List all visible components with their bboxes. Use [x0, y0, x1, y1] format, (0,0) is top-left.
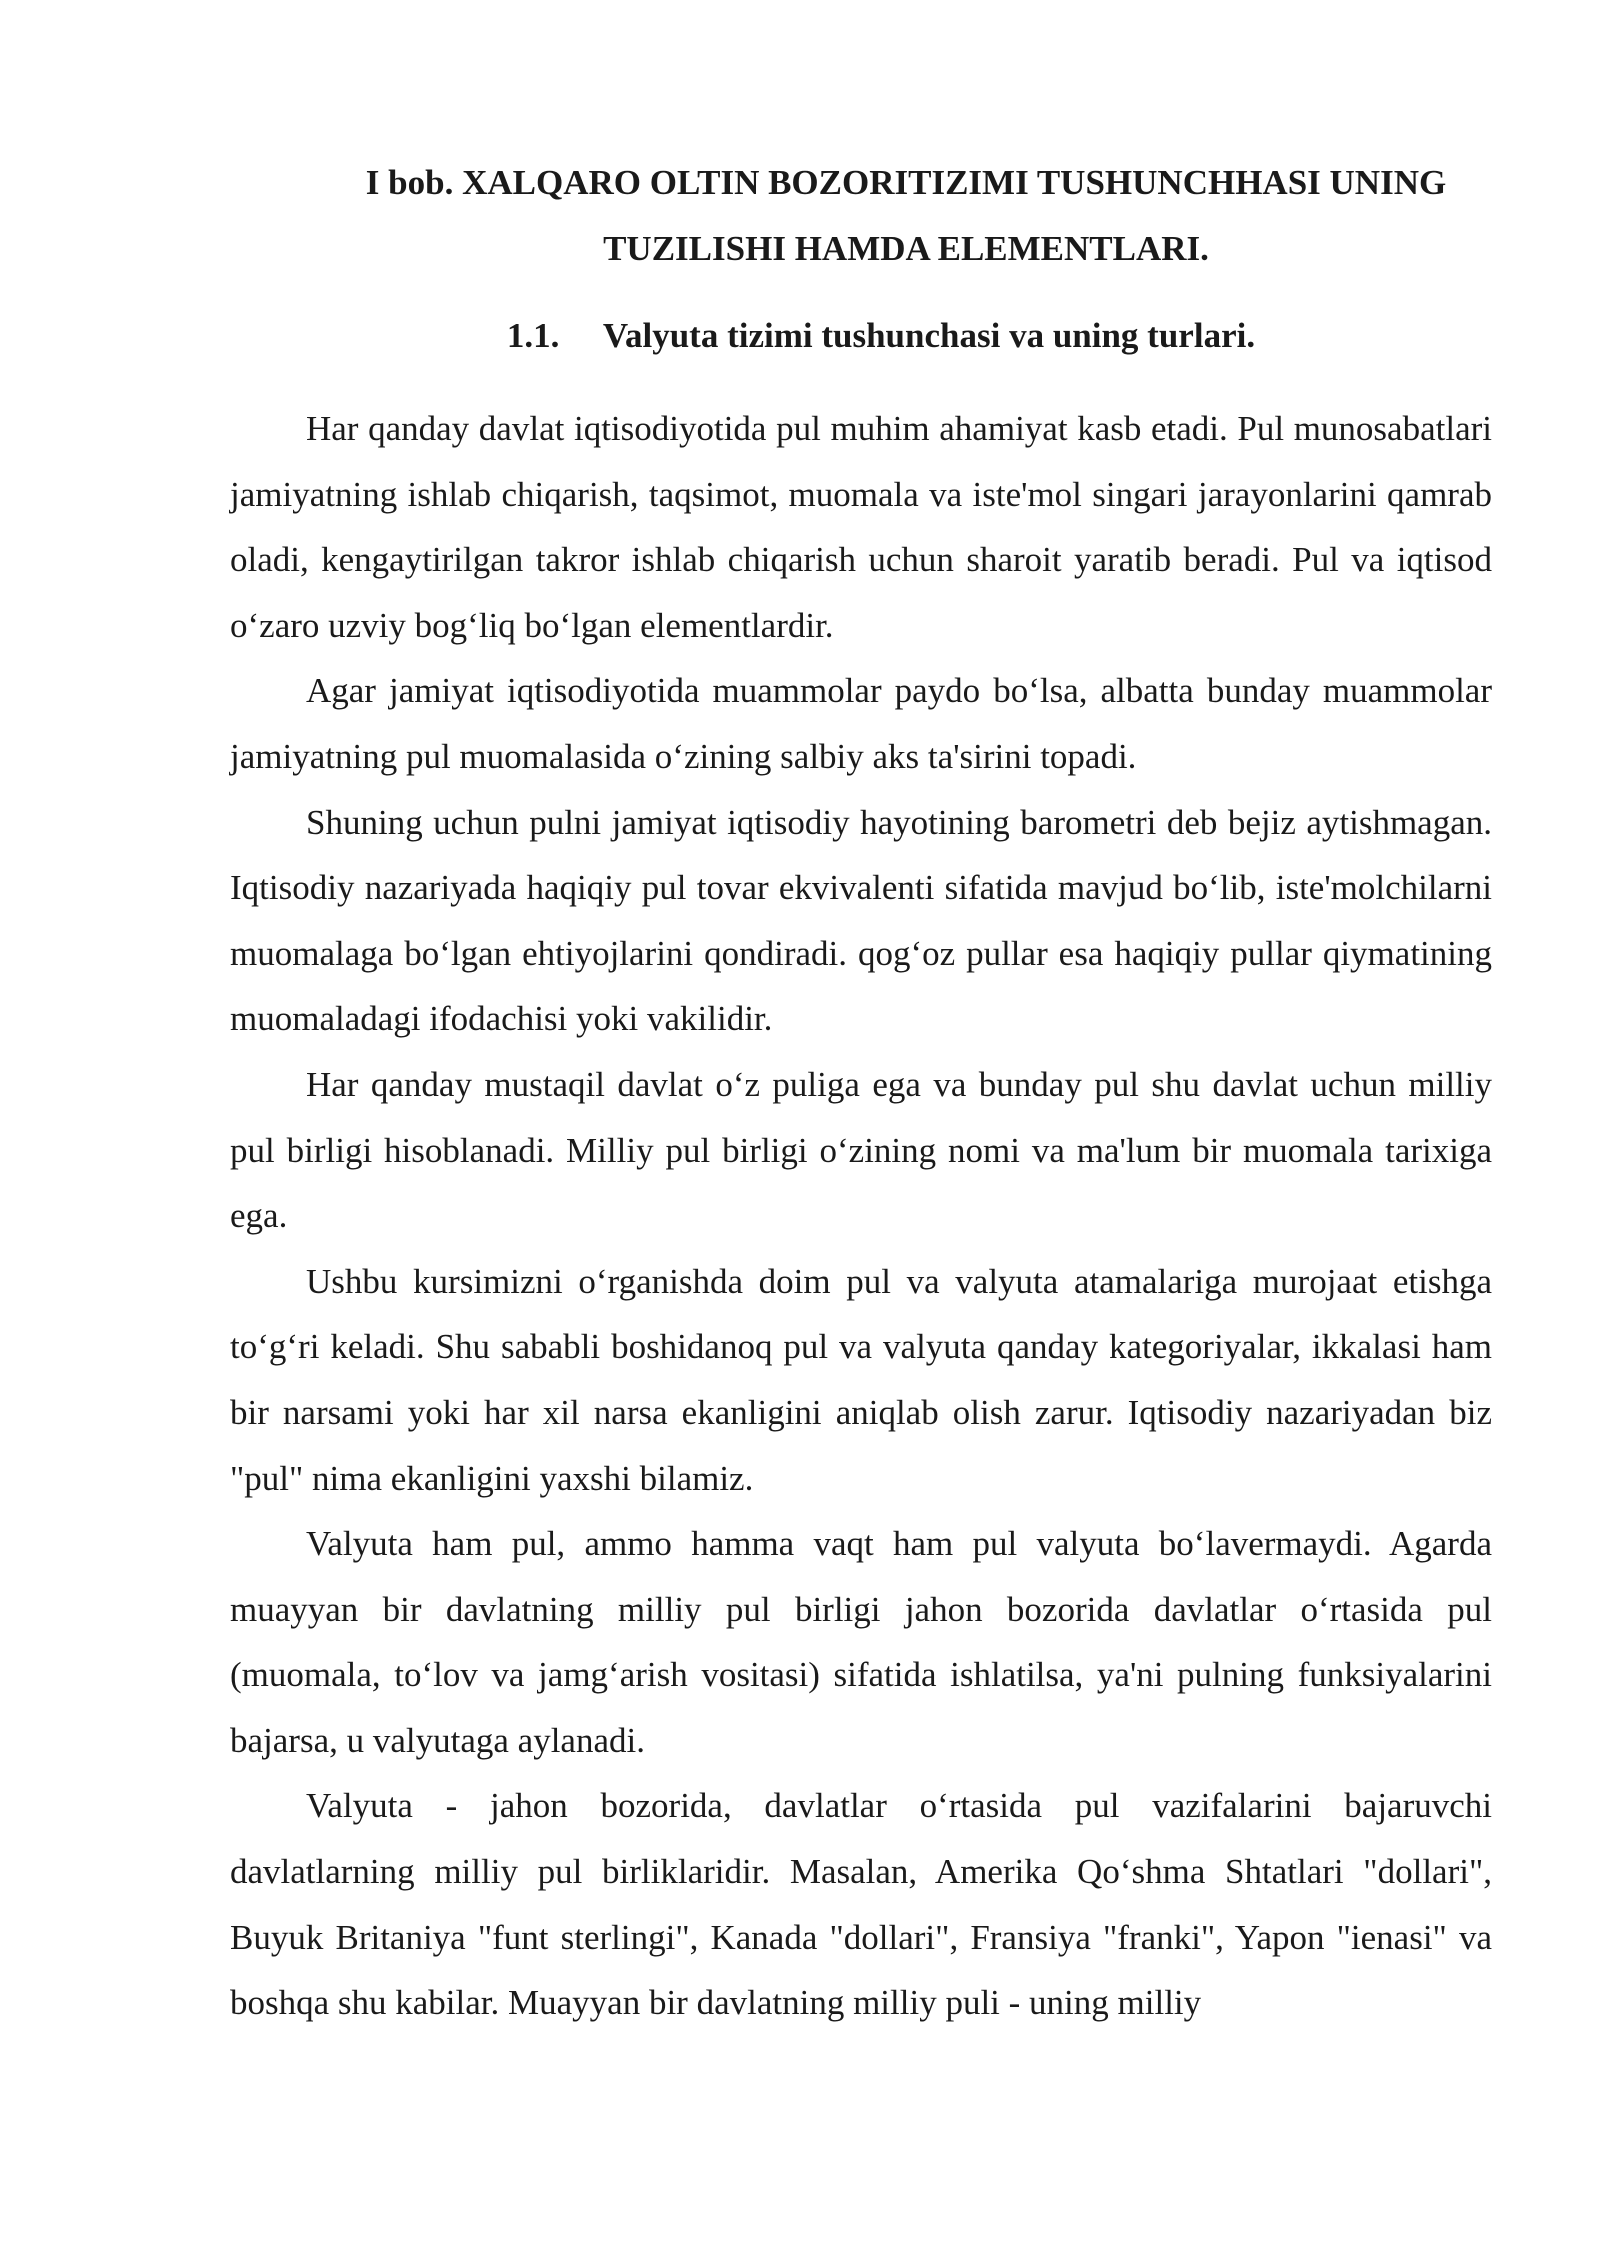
- chapter-title: [230, 150, 1492, 282]
- paragraph: Valyuta - jahon bozorida, davlatlar o‘rtasida pul vazifalarini bajaruvchi davlatlarning milliy pul birliklaridir. Masalan, Amerika Qo‘shma Shtatlari "dollari", Buyuk Britaniya "funt sterlingi", Kanada "dollari", Fransiya "franki", Yapon "ienasi" va boshqa shu kabilar. Muayyan bir davlatning milliy puli - uning milliy: [230, 1786, 1492, 2023]
- section-number: 1.1.: [506, 316, 560, 355]
- section-title: [230, 306, 1492, 366]
- paragraph: Ushbu kursimizni o‘rganishda doim pul va valyuta atamalariga murojaat etishga to‘g‘ri keladi. Shu sababli boshidanoq pul va valyuta qanday kategoriyalar, ikkalasi ham bir narsami yoki har xil narsa ekanligini aniqlab olish zarur. Iqtisodiy nazariyadan biz "pul" nima ekanligini yaxshi bilamiz.: [230, 1261, 1492, 1498]
- paragraph: Har qanday davlat iqtisodiyotida pul muhim ahamiyat kasb etadi. Pul munosabatlari jamiyatning ishlab chiqarish, taqsimot, muomala va iste'mol singari jarayonlarini qamrab oladi, kengaytirilgan takror ishlab chiqarish uchun sharoit yaratib beradi. Pul va iqtisod o‘zaro uzviy bog‘liq bo‘lgan elementlardir.: [230, 409, 1492, 645]
- section-title-text: Valyuta tizimi tushunchasi va uning turlari.: [602, 316, 1256, 355]
- paragraph: Valyuta ham pul, ammo hamma vaqt ham pul valyuta bo‘lavermaydi. Agarda muayyan bir davlatning milliy pul birligi jahon bozorida davlatlar o‘rtasida pul (muomala, to‘lov va jamg‘arish vositasi) sifatida ishlatilsa, ya'ni pulning funksiyalarini bajarsa, u valyutaga aylanadi.: [230, 1524, 1492, 1760]
- chapter-title-line-1: I bob. XALQARO OLTIN BOZORITIZIMI TUSHUNCHHASI UNING: [365, 163, 1447, 202]
- document-page: [230, 150, 1492, 2036]
- paragraph: Shuning uchun pulni jamiyat iqtisodiy hayotining barometri deb bejiz aytishmagan. Iqtisodiy nazariyada haqiqiy pul tovar ekvivalenti sifatida mavjud bo‘lib, iste'molchilarni muomalaga bo‘lgan ehtiyojlarini qondiradi. qog‘oz pullar esa haqiqiy pullar qiymatining muomaladagi ifodachisi yoki vakilidir.: [230, 802, 1492, 1039]
- paragraph: Har qanday mustaqil davlat o‘z puliga ega va bunday pul shu davlat uchun milliy pul birligi hisoblanadi. Milliy pul birligi o‘zining nomi va ma'lum bir muomala tarixiga ega.: [230, 1064, 1492, 1236]
- paragraph: Agar jamiyat iqtisodiyotida muammolar paydo bo‘lsa, albatta bunday muammolar jamiyatning pul muomalasida o‘zining salbiy aks ta'sirini topadi.: [230, 671, 1492, 776]
- chapter-title-line-2: TUZILISHI HAMDA ELEMENTLARI.: [603, 229, 1209, 268]
